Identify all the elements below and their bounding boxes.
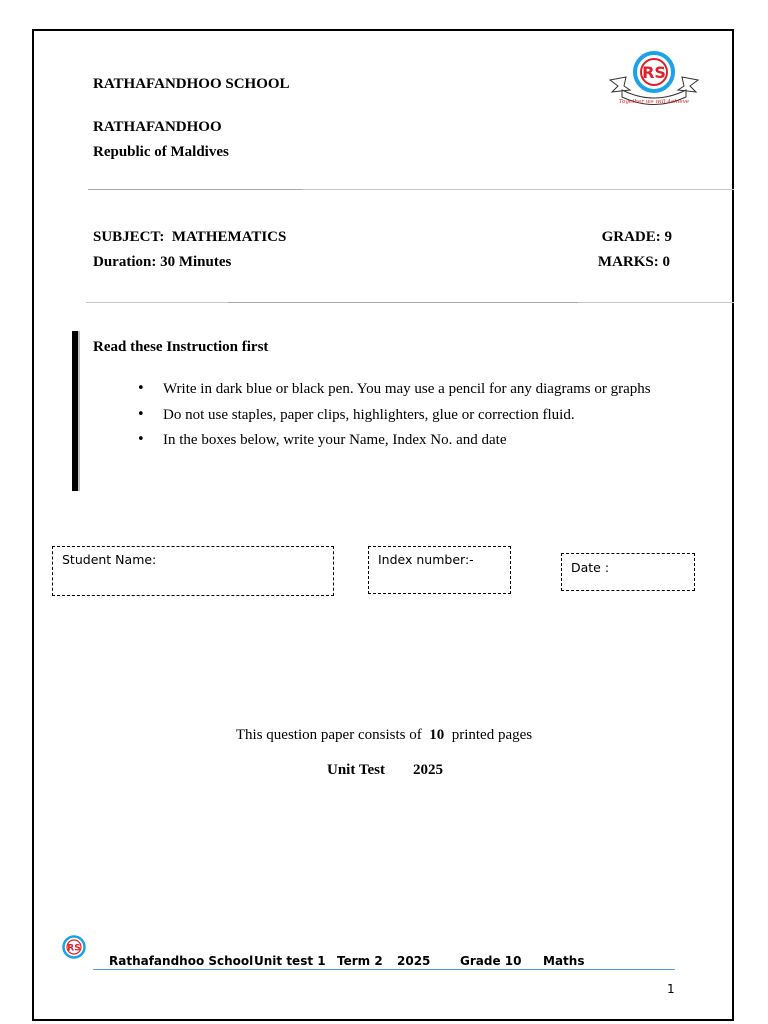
footer-rule [93, 969, 675, 970]
instruction-item: • Write in dark blue or black pen. You may use a pencil for any diagrams or graphs [135, 379, 651, 405]
subject-line [93, 229, 286, 246]
instructions-sidebar-bar [72, 331, 80, 491]
pages-prefix: This question paper consists of [235, 727, 422, 743]
page-number: 1 [667, 982, 675, 996]
marks: MARKS: 0 [597, 254, 670, 270]
student-name-field[interactable] [52, 546, 334, 596]
subject-label: SUBJECT: [93, 229, 165, 245]
date-label: Date : [571, 560, 610, 575]
instructions-title: Read these Instruction first [93, 339, 269, 355]
footer-school: Rathafandhoo School [109, 954, 254, 968]
pages-suffix: printed pages [451, 727, 533, 743]
duration: Duration: 30 Minutes [93, 254, 232, 270]
footer-subject: Maths [543, 954, 585, 968]
pages-statement [0, 727, 768, 744]
footer-logo-initials: RS [67, 943, 81, 954]
footer-year: 2025 [397, 954, 431, 968]
instruction-item: • Do not use staples, paper clips, highlighters, glue or correction fluid. [135, 405, 651, 431]
school-country: Republic of Maldives [93, 144, 229, 160]
logo-initials: RS [642, 63, 666, 82]
instruction-item: • In the boxes below, write your Name, Index No. and date [135, 430, 651, 456]
footer-logo [60, 935, 88, 961]
footer-test: Unit test 1 [254, 954, 326, 968]
logo-motto: Together we will Achieve [618, 99, 690, 105]
header-divider-accent [88, 189, 302, 190]
pages-count: 10 [429, 727, 445, 743]
footer-term: Term 2 [337, 954, 383, 968]
grade: GRADE: 9 [601, 229, 672, 245]
subject-value: MATHEMATICS [171, 229, 287, 245]
school-name: RATHAFANDHOO SCHOOL [93, 76, 290, 92]
student-name-label: Student Name: [62, 552, 157, 567]
school-logo [606, 50, 702, 112]
footer-grade: Grade 10 [460, 954, 522, 968]
instructions-list [135, 379, 651, 456]
page-border [32, 29, 734, 1021]
subject-divider-accent [228, 302, 578, 303]
test-name: Unit Test [327, 762, 385, 778]
index-number-field[interactable] [368, 546, 511, 594]
date-field[interactable] [561, 553, 695, 591]
index-number-label: Index number:- [378, 552, 474, 567]
school-island: RATHAFANDHOO [93, 119, 222, 135]
test-year: 2025 [413, 762, 443, 778]
